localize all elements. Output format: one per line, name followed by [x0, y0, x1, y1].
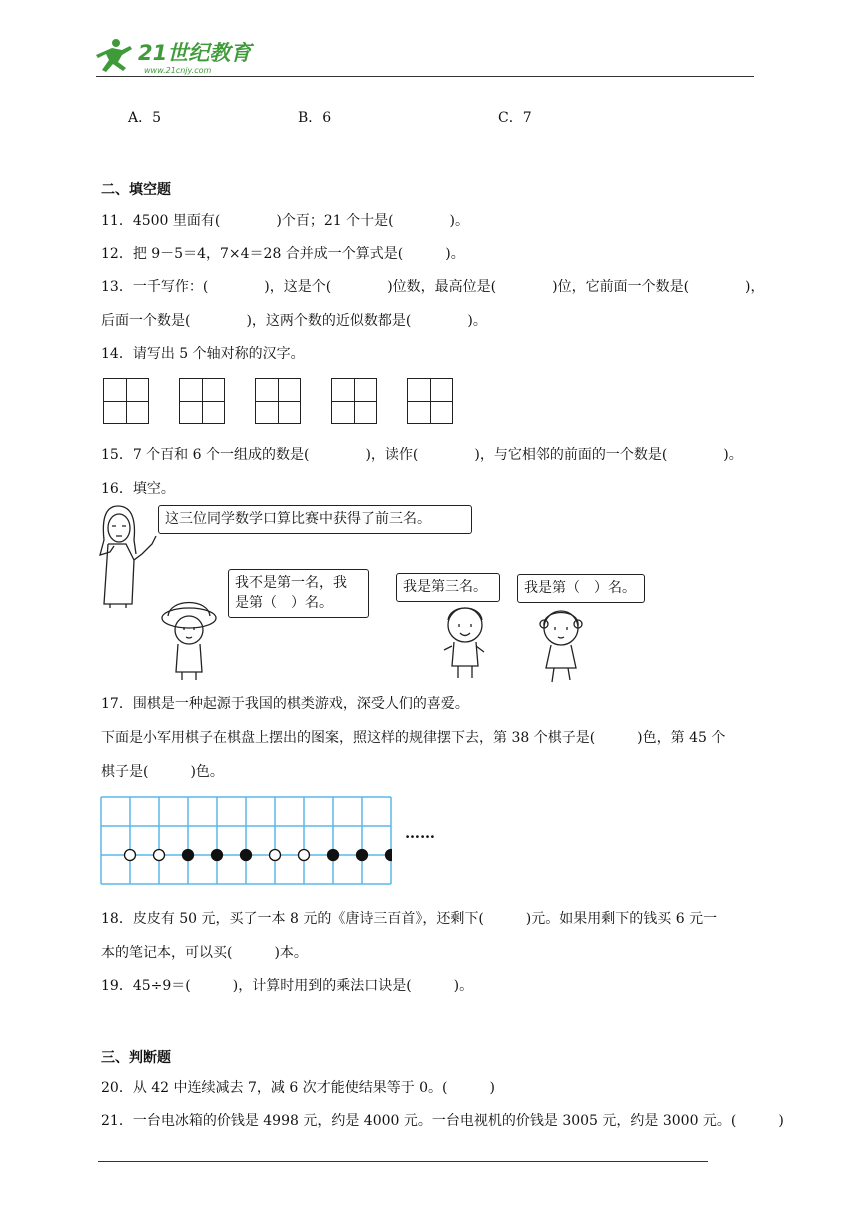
question-12: 12．把 9－5＝4，7×4＝28 合并成一个算式是( )。	[101, 246, 465, 262]
teacher-speech-text: 这三位同学数学口算比赛中获得了前三名。	[165, 511, 431, 527]
black-stone	[328, 850, 339, 861]
white-stone	[299, 850, 310, 861]
girl-hat-speech-line-1: 我不是第一名，我	[235, 575, 347, 591]
girl-hat-speech-bubble	[228, 569, 369, 618]
option-a: A．5	[128, 110, 162, 126]
question-16: 16．填空。	[101, 481, 175, 497]
white-stone	[125, 850, 136, 861]
question-15: 15．7 个百和 6 个一组成的数是( )，读作( )，与它相邻的前面的一个数是( )。	[101, 447, 743, 463]
boy-speech-bubble	[396, 573, 500, 602]
writing-box	[103, 378, 149, 424]
black-stone	[386, 850, 393, 861]
question-21: 21．一台电冰箱的价钱是 4998 元，约是 4000 元。一台电视机的价钱是 3005 元，约是 3000 元。( )	[101, 1113, 784, 1129]
section-title-true-false: 三、判断题	[101, 1050, 171, 1066]
black-stone	[357, 850, 368, 861]
girl-with-hat-figure	[162, 603, 216, 681]
option-b: B．6	[298, 110, 332, 126]
question-17-line-1: 17．围棋是一种起源于我国的棋类游戏，深受人们的喜爱。	[101, 696, 469, 712]
boy-figure	[444, 608, 484, 678]
boy-speech-text: 我是第三名。	[403, 579, 487, 595]
girl-hat-speech-line-2: 是第（ ）名。	[235, 595, 333, 611]
header-rule	[96, 76, 754, 77]
writing-box	[407, 378, 453, 424]
option-c: C．7	[498, 110, 532, 126]
question-13-line-2: 后面一个数是( )，这两个数的近似数都是( )。	[101, 313, 487, 329]
white-stone	[270, 850, 281, 861]
question-20: 20．从 42 中连续减去 7，减 6 次才能使结果等于 0。( )	[101, 1080, 495, 1096]
teacher-figure	[100, 506, 156, 608]
writing-box	[331, 378, 377, 424]
teacher-speech-bubble	[158, 505, 472, 534]
question-17-line-2: 下面是小军用棋子在棋盘上摆出的图案，照这样的规律摆下去，第 38 个棋子是( )色，第 45 个	[101, 730, 726, 746]
black-stone	[241, 850, 252, 861]
section-title-fill-blank: 二、填空题	[101, 182, 171, 198]
girl-speech-text: 我是第（ ）名。	[524, 580, 636, 596]
writing-box	[255, 378, 301, 424]
pattern-ellipsis: ……	[405, 824, 435, 842]
question-17-line-3: 棋子是( )色。	[101, 764, 224, 780]
footer-rule	[98, 1161, 708, 1162]
question-13-line-1: 13．一千写作：( )，这是个( )位数，最高位是( )位，它前面一个数是( )，	[101, 279, 765, 295]
white-stone	[154, 850, 165, 861]
question-19: 19．45÷9＝( )，计算时用到的乘法口诀是( )。	[101, 978, 474, 994]
question-18-line-2: 本的笔记本，可以买( )本。	[101, 945, 308, 961]
question-11: 11．4500 里面有( )个百；21 个十是( )。	[101, 213, 470, 229]
writing-box	[179, 378, 225, 424]
logo-text: 21世纪教育	[138, 41, 252, 65]
logo-url: www.21cnjy.com	[144, 66, 212, 75]
runner-icon	[96, 39, 132, 72]
girl-figure	[540, 611, 582, 682]
logo	[94, 36, 264, 78]
go-board	[100, 796, 392, 886]
black-stone	[183, 850, 194, 861]
girl-speech-bubble	[517, 574, 645, 603]
question-14: 14．请写出 5 个轴对称的汉字。	[101, 346, 305, 362]
question-18-line-1: 18．皮皮有 50 元，买了一本 8 元的《唐诗三百首》，还剩下( )元。如果用剩下的钱买 6 元一	[101, 911, 718, 927]
black-stone	[212, 850, 223, 861]
